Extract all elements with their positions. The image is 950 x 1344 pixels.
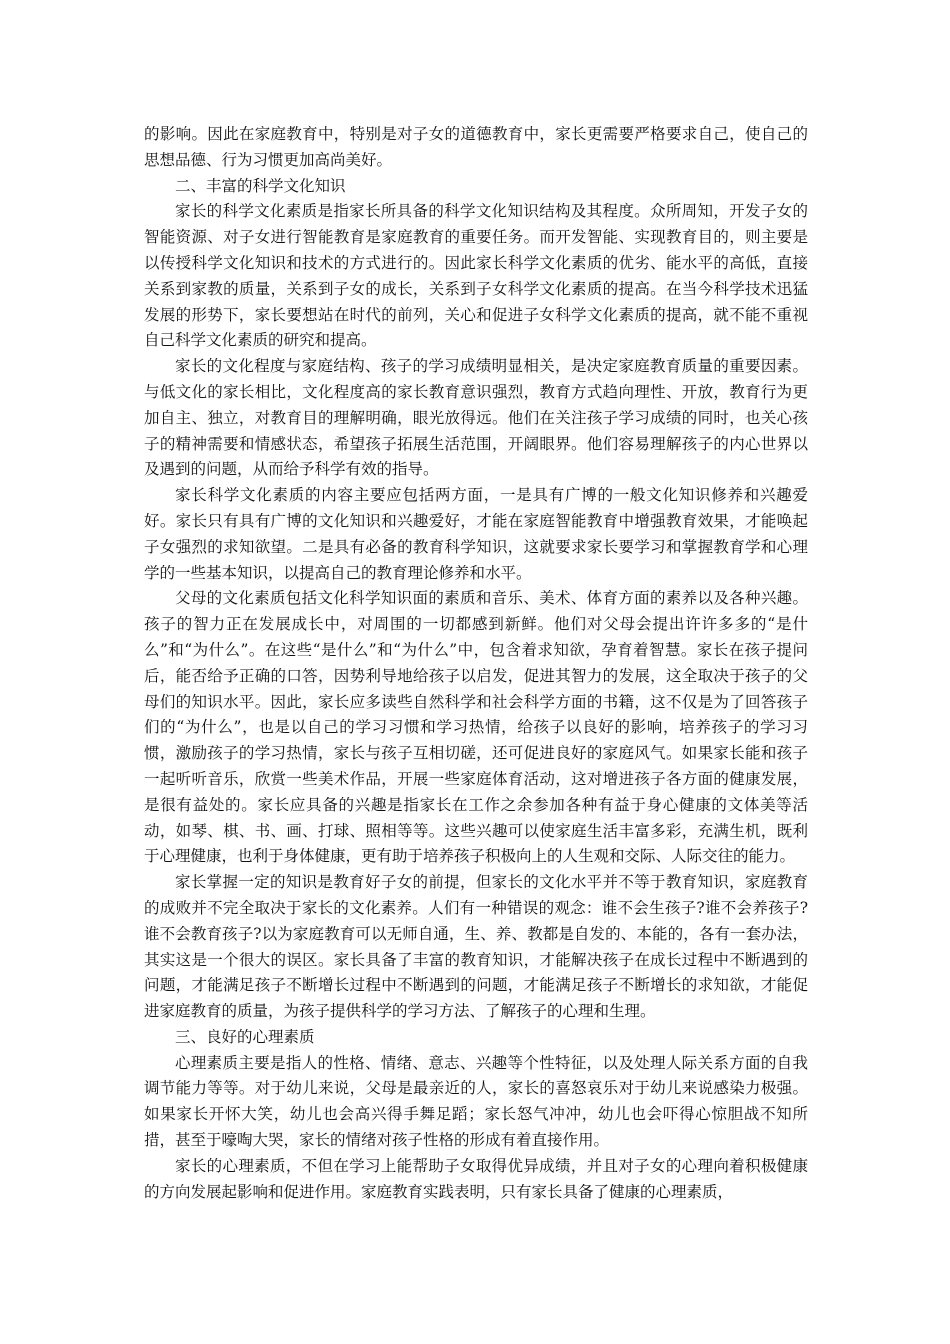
paragraph: 家长的心理素质，不但在学习上能帮助子女取得优异成绩，并且对子女的心理向着积极健康的方向发展起影响和促进作用。家庭教育实践表明，只有家长具备了健康的心理素质，	[144, 1156, 808, 1201]
section-heading-psychology: 三、良好的心理素质	[175, 1027, 315, 1046]
paragraph: 家长的科学文化素质是指家长所具备的科学文化知识结构及其程度。众所周知，开发子女的智能资源、对子女进行智能教育是家庭教育的重要任务。而开发智能、实现教育目的，则主要是以传授科学文化知识和技术的方式进行的。因此家长科学文化素质的优劣、能水平的高低，直接关系到家教的质量，关系到子女的成长，关系到子女科学文化素质的提高。在当今科学技术迅猛发展的形势下，家长要想站在时代的前列，关心和促进子女科学文化素质的提高，就不能不重视自己科学文化素质的研究和提高。	[144, 202, 808, 350]
document-body	[144, 122, 808, 1205]
paragraph: 家长的文化程度与家庭结构、孩子的学习成绩明显相关，是决定家庭教育质量的重要因素。与低文化的家长相比，文化程度高的家长教育意识强烈，教育方式趋向理性、开放，教育行为更加自主、独立，对教育目的理解明确，眼光放得远。他们在关注孩子学习成绩的同时，也关心孩子的精神需要和情感状态，希望孩子拓展生活范围，开阔眼界。他们容易理解孩子的内心世界以及遇到的问题，从而给予科学有效的指导。	[144, 357, 808, 479]
section-heading-science-knowledge: 二、丰富的科学文化知识	[175, 176, 346, 195]
paragraph-continued: 的影响。因此在家庭教育中，特别是对子女的道德教育中，家长更需要严格要求自己，使自己的思想品德、行为习惯更加高尚美好。	[144, 125, 808, 169]
paragraph: 家长掌握一定的知识是教育好子女的前提，但家长的文化水平并不等于教育知识，家庭教育的成败并不完全取决于家长的文化素养。人们有一种错误的观念：谁不会生孩子?谁不会养孩子?谁不会教育孩子?以为家庭教育可以无师自通，生、养、教都是自发的、本能的，各有一套办法，其实这是一个很大的误区。家长具备了丰富的教育知识，才能解决孩子在成长过程中不断遇到的问题，才能满足孩子不断增长过程中不断遇到的问题，才能满足孩子不断增长的求知欲，才能促进家庭教育的质量，为孩子提供科学的学习方法、了解孩子的心理和生理。	[144, 873, 808, 1021]
paragraph: 心理素质主要是指人的性格、情绪、意志、兴趣等个性特征，以及处理人际关系方面的自我调节能力等等。对于幼儿来说，父母是最亲近的人，家长的喜怒哀乐对于幼儿来说感染力极强。如果家长开怀大笑，幼儿也会高兴得手舞足蹈；家长怒气冲冲，幼儿也会吓得心惊胆战不知所措，甚至于嚎啕大哭，家长的情绪对孩子性格的形成有着直接作用。	[144, 1053, 808, 1150]
paragraph: 家长科学文化素质的内容主要应包括两方面，一是具有广博的一般文化知识修养和兴趣爱好。家长只有具有广博的文化知识和兴趣爱好，才能在家庭智能教育中增强教育效果，才能唤起子女强烈的求知欲望。二是具有必备的教育科学知识，这就要求家长要学习和掌握教育学和心理学的一些基本知识，以提高自己的教育理论修养和水平。	[144, 486, 808, 582]
paragraph: 父母的文化素质包括文化科学知识面的素质和音乐、美术、体育方面的素养以及各种兴趣。孩子的智力正在发展成长中，对周围的一切都感到新鲜。他们对父母会提出许许多多的“是什么”和“为什么”。在这些“是什么”和“为什么”中，包含着求知欲，孕育着智慧。家长在孩子提问后，能否给予正确的口答，因势利导地给孩子以启发，促进其智力的发展，这全取决于孩子的父母们的知识水平。因此，家长应多读些自然科学和社会科学方面的书籍，这不仅是为了回答孩子们的“为什么”，也是以自己的学习习惯和学习热情，给孩子以良好的影响，培养孩子的学习习惯，激励孩子的学习热情，家长与孩子互相切磋，还可促进良好的家庭风气。如果家长能和孩子一起听听音乐，欣赏一些美术作品，开展一些家庭体育活动，这对增进孩子各方面的健康发展，是很有益处的。家长应具备的兴趣是指家长在工作之余参加各种有益于身心健康的文体美等活动，如琴、棋、书、画、打球、照相等等。这些兴趣可以使家庭生活丰富多彩，充满生机，既利于心理健康，也利于身体健康，更有助于培养孩子积极向上的人生观和交际、人际交往的能力。	[144, 589, 808, 866]
